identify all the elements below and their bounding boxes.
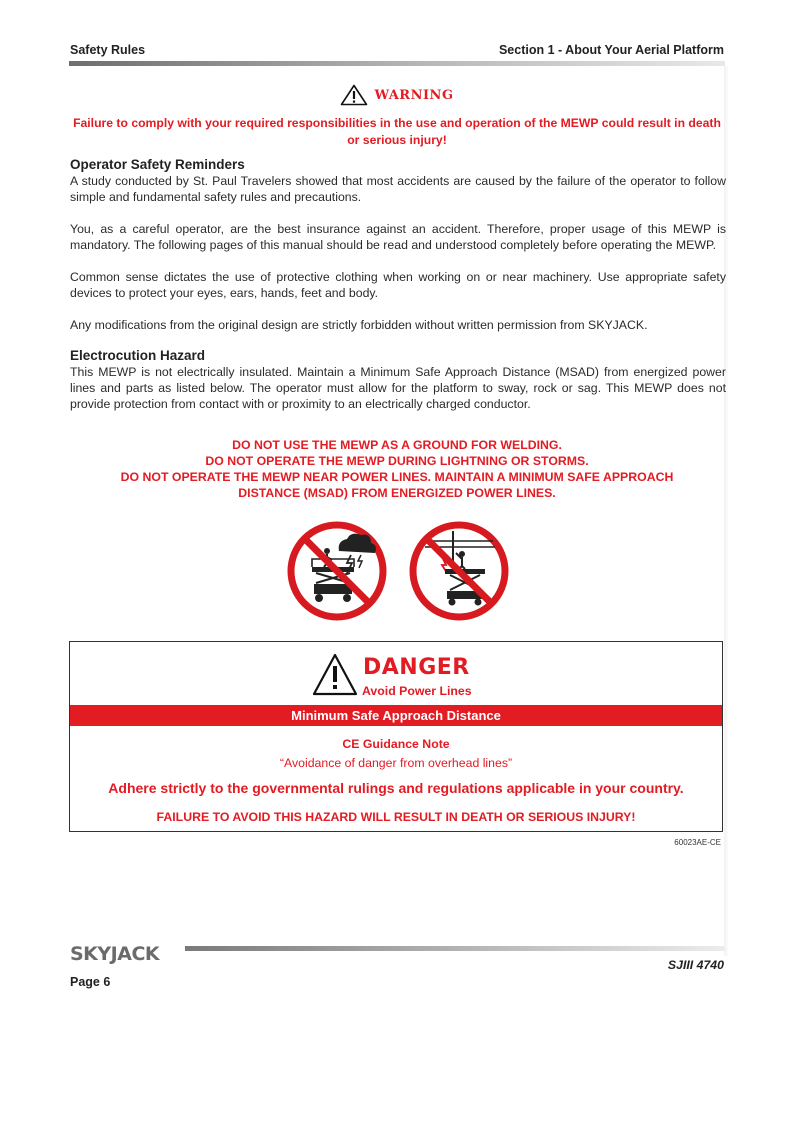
warning-block xyxy=(69,84,725,149)
electrocution-red-warnings xyxy=(69,437,725,501)
operator-paragraph: A study conducted by St. Paul Travelers showed that most accidents are caused by the failure of the operator to follow simple and fundamental safety rules and precautions. xyxy=(70,174,726,204)
danger-triangle-icon xyxy=(312,653,358,697)
operator-paragraph: Any modifications from the original design are strictly forbidden without written permission from SKYJACK. xyxy=(70,318,648,332)
warning-label: WARNING xyxy=(374,87,454,103)
danger-subtitle: Avoid Power Lines xyxy=(362,684,472,698)
skyjack-logo xyxy=(70,941,180,965)
electrocution-heading: Electrocution Hazard xyxy=(70,348,206,363)
danger-panel xyxy=(69,641,723,832)
model-number: SJIII 4740 xyxy=(667,958,724,972)
skyjack-logo-text: SKYJACK xyxy=(70,943,160,965)
red-warning-line: DO NOT USE THE MEWP AS A GROUND FOR WELDING. xyxy=(232,438,562,452)
no-storm-operation-icon xyxy=(291,525,383,617)
red-warning-line: DO NOT OPERATE THE MEWP DURING LIGHTNING OR STORMS. xyxy=(205,454,589,468)
ce-guidance-quote: “Avoidance of danger from overhead lines” xyxy=(279,756,513,770)
main-content xyxy=(70,156,726,428)
red-warning-line: DISTANCE (MSAD) FROM ENERGIZED POWER LINES. xyxy=(238,486,556,500)
ce-guidance-note: CE Guidance Note xyxy=(342,737,450,751)
no-power-lines-icon xyxy=(413,525,505,617)
operator-paragraph: Common sense dictates the use of protective clothing when working on or near machinery. Use appropriate safety devices to protect your eyes, ears, hands, feet and body. xyxy=(70,270,726,300)
page-number: Page 6 xyxy=(70,975,111,989)
prohibition-pictograms xyxy=(287,521,512,621)
warning-text: Failure to comply with your required responsibilities in the use and operation of the MEWP could result in death or serious injury! xyxy=(73,116,721,147)
header-rule xyxy=(69,61,725,66)
header-section-title: Safety Rules xyxy=(70,43,146,57)
electrocution-paragraph: This MEWP is not electrically insulated. Maintain a Minimum Safe Approach Distance (MSAD) from energized power lines and parts as listed below. The operator must allow for the platform to sway, rock or sag. This MEWP does not provide protection from contact with or proximity to an electrically charged conductor. xyxy=(70,365,726,411)
failure-statement: FAILURE TO AVOID THIS HAZARD WILL RESULT IN DEATH OR SERIOUS INJURY! xyxy=(156,810,636,824)
adhere-statement: Adhere strictly to the governmental rulings and regulations applicable in your country. xyxy=(108,780,684,796)
danger-header xyxy=(70,650,722,705)
red-warning-line: DO NOT OPERATE THE MEWP NEAR POWER LINES. MAINTAIN A MINIMUM SAFE APPROACH xyxy=(120,470,674,484)
operator-heading: Operator Safety Reminders xyxy=(70,157,245,172)
danger-label: DANGER xyxy=(363,655,470,680)
operator-paragraph: You, as a careful operator, are the best insurance against an accident. Therefore, proper usage of this MEWP is mandatory. The following pages of this manual should be read and understood completely before operating the MEWP. xyxy=(70,222,726,252)
footer-rule xyxy=(185,946,725,951)
warning-triangle-icon xyxy=(340,84,368,106)
document-number: 60023AE-CE xyxy=(674,838,721,847)
msad-banner: Minimum Safe Approach Distance xyxy=(70,705,722,726)
header-chapter-title: Section 1 - About Your Aerial Platform xyxy=(498,43,724,57)
